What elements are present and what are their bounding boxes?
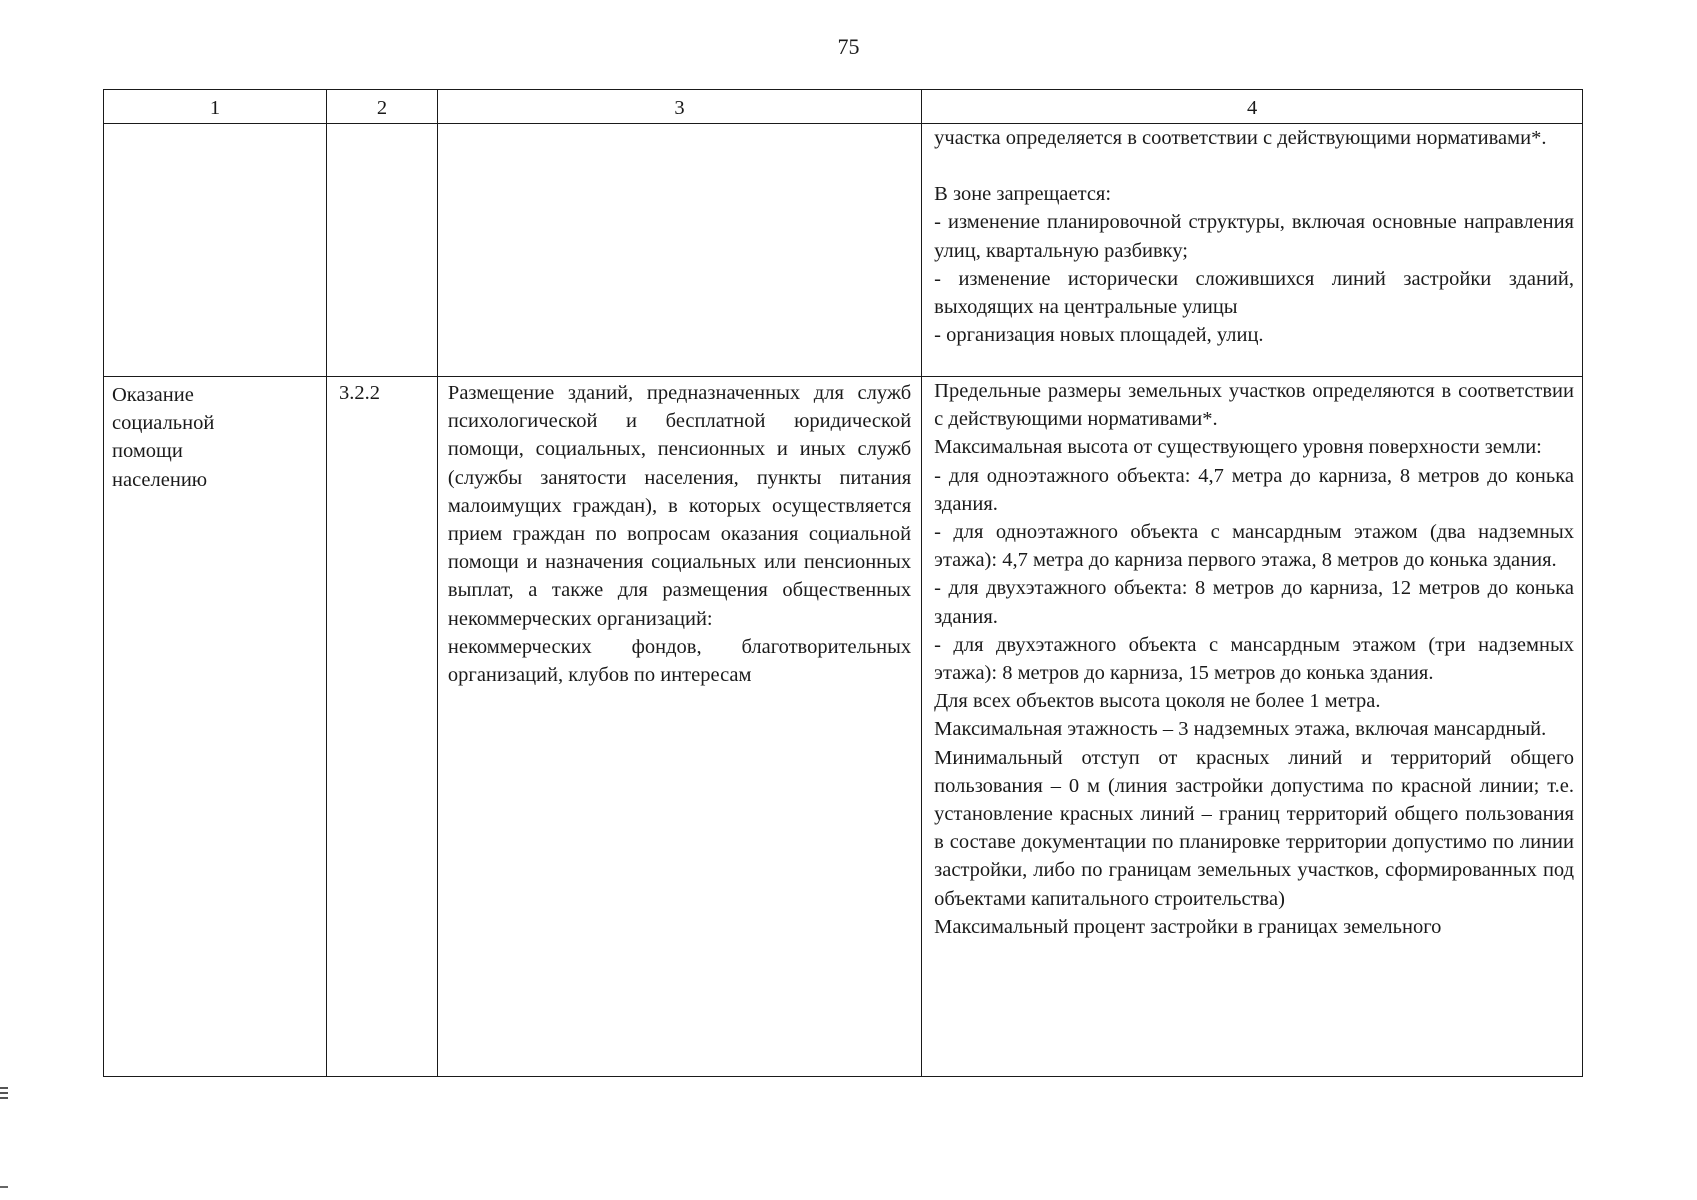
parameter-paragraph: - для одноэтажного объекта с мансардным этажом (два надземных этажа): 4,7 метра до карниза первого этажа, 8 метров до конька здания. (934, 521, 1574, 572)
description-part-2: некоммерческих фондов, благотворительных организаций, клубов по интересам (447, 635, 912, 687)
prohibited-item: - организация новых площадей, улиц. (934, 324, 1264, 347)
land-use-table (103, 89, 1583, 1077)
scan-edge-marks (0, 1087, 8, 1101)
use-type-description (437, 377, 921, 1077)
continuation-row (104, 124, 1583, 377)
continuation-col-3 (437, 124, 921, 377)
parameter-paragraph: - для двухэтажного объекта с мансардным этажом (три надземных этажа): 8 метров до карниза, 15 метров до конька здания. (934, 633, 1574, 685)
prohibited-title: В зоне запрещается: (934, 183, 1112, 206)
parameter-paragraph: Для всех объектов высота цоколя не более 1 метра. (934, 690, 1381, 713)
use-type-name-text: Оказание социальной помощи населению (112, 384, 215, 491)
social-assistance-row (104, 377, 1583, 1077)
edge-mark-line (0, 1087, 8, 1089)
header-col-4: 4 (922, 90, 1583, 124)
parameter-paragraph: Максимальная высота от существующего уровня поверхности земли: (934, 436, 1542, 459)
continuation-col-1 (104, 124, 327, 377)
header-col-2: 2 (326, 90, 437, 124)
parameter-paragraph: Максимальная этажность – 3 надземных этажа, включая мансардный. (934, 718, 1547, 741)
parameter-paragraph: Минимальный отступ от красных линий и территорий общего пользования – 0 м (линия застройки допустима по красной линии; т.е. установление красных линий – границ территорий общего пользования в составе документации по планировке территории допустимо по линии застройки, либо по границам земельных участков, сформированных под объектами капитального строительства) (934, 746, 1574, 910)
description-part-1: Размещение зданий, предназначенных для служб психологической и бесплатной юридической помощи, социальных, пенсионных и иных служб (службы занятости населения, пункты питания малоимущих граждан), в которых осуществляется прием граждан по вопросам оказания социальной помощи и назначения социальных или пенсионных выплат, а также для размещения общественных некоммерческих организаций: (447, 382, 912, 630)
header-row (104, 90, 1583, 124)
building-parameters (922, 377, 1583, 1077)
continuation-intro-text: участка определяется в соответствии с действующими нормативами*. (934, 127, 1547, 149)
header-col-3: 3 (437, 90, 921, 124)
parameter-paragraph: Предельные размеры земельных участков определяются в соответствии с действующими нормативами*. (934, 380, 1574, 431)
paragraph-gap (934, 152, 1574, 180)
scan-edge-mark (0, 1186, 8, 1188)
prohibited-item: - изменение исторически сложившихся линий застройки зданий, выходящих на центральные улицы (934, 267, 1574, 319)
parameter-paragraph: - для одноэтажного объекта: 4,7 метра до карниза, 8 метров до конька здания. (934, 464, 1574, 515)
use-type-code: 3.2.2 (326, 377, 437, 1077)
header-col-1: 1 (104, 90, 327, 124)
edge-mark-line (0, 1092, 8, 1094)
page-number: 75 (837, 34, 860, 59)
edge-mark-line (0, 1097, 8, 1099)
parameter-paragraph: Максимальный процент застройки в границах земельного (934, 915, 1442, 938)
continuation-col-2 (326, 124, 437, 377)
continuation-col-4 (922, 124, 1583, 377)
prohibited-item: - изменение планировочной структуры, включая основные направления улиц, квартальную разбивку; (934, 211, 1574, 262)
parameter-paragraph: - для двухэтажного объекта: 8 метров до карниза, 12 метров до конька здания. (934, 577, 1574, 628)
use-type-name (104, 377, 327, 1077)
